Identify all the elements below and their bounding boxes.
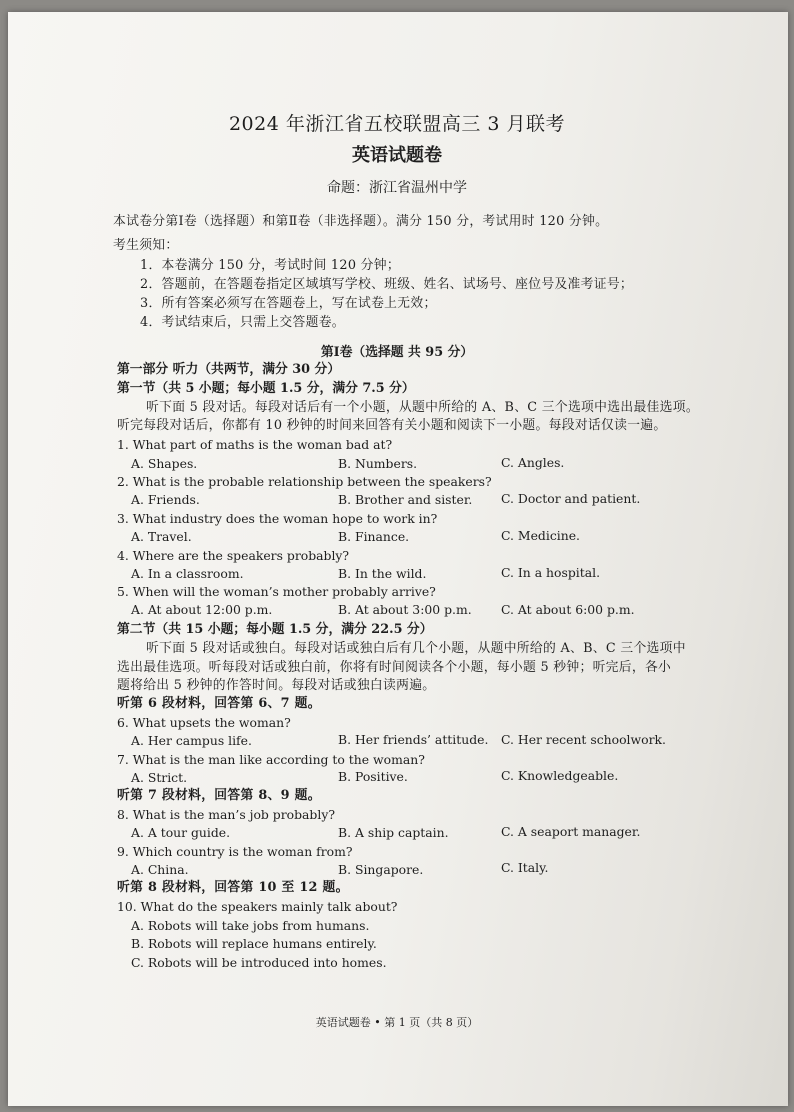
option-c: C. Knowledgeable. <box>501 768 619 783</box>
question-stem-10: 10. What do the speakers mainly talk about? <box>117 899 398 914</box>
section1-title: 第一节（共 5 小题；每小题 1.5 分，满分 7.5 分） <box>117 381 415 396</box>
option-c: C. Italy. <box>501 860 549 875</box>
intro-text: 本试卷分第Ⅰ卷（选择题）和第Ⅱ卷（非选择题）。满分 150 分，考试用时 120 分钟。 <box>113 214 609 229</box>
section2-instruction: 题将给出 5 秒钟的作答时间。每段对话或独白读两遍。 <box>117 678 436 693</box>
question-stem-9: 9. Which country is the woman from? <box>117 844 353 859</box>
option-a: A. Travel. <box>131 529 192 544</box>
option-a: A. In a classroom. <box>131 566 244 581</box>
option-a: A. At about 12:00 p.m. <box>131 602 273 617</box>
page-footer: 英语试题卷 • 第 1 页（共 8 页） <box>315 1016 479 1029</box>
option-b: B. Singapore. <box>338 862 424 877</box>
option-b: B. At about 3:00 p.m. <box>338 602 472 617</box>
question-stem-5: 5. When will the woman’s mother probably arrive? <box>117 584 436 599</box>
notice-item: 1．本卷满分 150 分，考试时间 120 分钟； <box>140 258 400 273</box>
option-c: C. Angles. <box>501 455 565 470</box>
option-a: A. Robots will take jobs from humans. <box>131 918 370 933</box>
option-b: B. Positive. <box>338 769 408 784</box>
option-c: C. In a hospital. <box>501 565 601 580</box>
question-stem-6: 6. What upsets the woman? <box>117 715 291 730</box>
material-heading-8: 听第 8 段材料，回答第 10 至 12 题。 <box>117 880 349 895</box>
option-b: B. Numbers. <box>338 456 418 471</box>
section1-instruction: 听下面 5 段对话。每段对话后有一个小题，从题中所给的 A、B、C 三个选项中选出最佳选项。 <box>146 400 699 415</box>
notice-item: 3．所有答案必须写在答题卷上，写在试卷上无效； <box>140 296 437 311</box>
question-stem-8: 8. What is the man’s job probably? <box>117 807 335 822</box>
notice-item: 2．答题前，在答题卷指定区域填写学校、班级、姓名、试场号、座位号及准考证号； <box>140 277 634 292</box>
exam-title: 2024 年浙江省五校联盟高三 3 月联考 <box>228 113 566 135</box>
option-a: A. Friends. <box>131 492 200 507</box>
material-heading-7: 听第 7 段材料，回答第 8、9 题。 <box>117 788 321 803</box>
question-stem-4: 4. Where are the speakers probably? <box>117 548 350 563</box>
exam-subtitle: 英语试题卷 <box>352 145 442 166</box>
option-c: C. At about 6:00 p.m. <box>501 602 635 617</box>
section2-instruction: 听下面 5 段对话或独白。每段对话或独白后有几个小题，从题中所给的 A、B、C 三个选项中 <box>146 641 686 656</box>
option-a: A. Strict. <box>131 770 188 785</box>
notice-item: 4．考试结束后，只需上交答题卷。 <box>140 315 345 330</box>
option-c: C. A seaport manager. <box>501 824 641 839</box>
option-b: B. In the wild. <box>338 566 427 581</box>
option-c: C. Doctor and patient. <box>501 491 641 506</box>
option-b: B. Her friends’ attitude. <box>338 732 489 747</box>
option-b: B. A ship captain. <box>338 825 449 840</box>
option-a: A. China. <box>131 862 189 877</box>
question-stem-2: 2. What is the probable relationship between the speakers? <box>117 474 492 489</box>
part1-title: 第一部分 听力（共两节，满分 30 分） <box>117 362 341 377</box>
option-a: A. A tour guide. <box>131 825 231 840</box>
section2-instruction: 选出最佳选项。听每段对话或独白前，你将有时间阅读各个小题，每小题 5 秒钟；听完后，各小 <box>117 660 672 675</box>
option-b: B. Robots will replace humans entirely. <box>131 936 377 951</box>
option-b: B. Finance. <box>338 529 410 544</box>
option-c: C. Medicine. <box>501 528 580 543</box>
question-stem-7: 7. What is the man like according to the woman? <box>117 752 425 767</box>
option-c: C. Robots will be introduced into homes. <box>131 955 387 970</box>
volume-title: 第Ⅰ卷（选择题 共 95 分） <box>320 345 474 360</box>
question-stem-1: 1. What part of maths is the woman bad at? <box>117 437 393 452</box>
question-stem-3: 3. What industry does the woman hope to work in? <box>117 511 438 526</box>
option-a: A. Her campus life. <box>131 733 252 748</box>
section1-instruction: 听完每段对话后，你都有 10 秒钟的时间来回答有关小题和阅读下一小题。每段对话仅读一遍。 <box>117 418 667 433</box>
exam-author: 命题：浙江省温州中学 <box>327 180 467 196</box>
notice-heading: 考生须知： <box>113 238 179 253</box>
option-a: A. Shapes. <box>131 456 198 471</box>
material-heading-6: 听第 6 段材料，回答第 6、7 题。 <box>117 696 321 711</box>
option-c: C. Her recent schoolwork. <box>501 732 666 747</box>
option-b: B. Brother and sister. <box>338 492 473 507</box>
section2-title: 第二节（共 15 小题；每小题 1.5 分，满分 22.5 分） <box>117 622 433 637</box>
